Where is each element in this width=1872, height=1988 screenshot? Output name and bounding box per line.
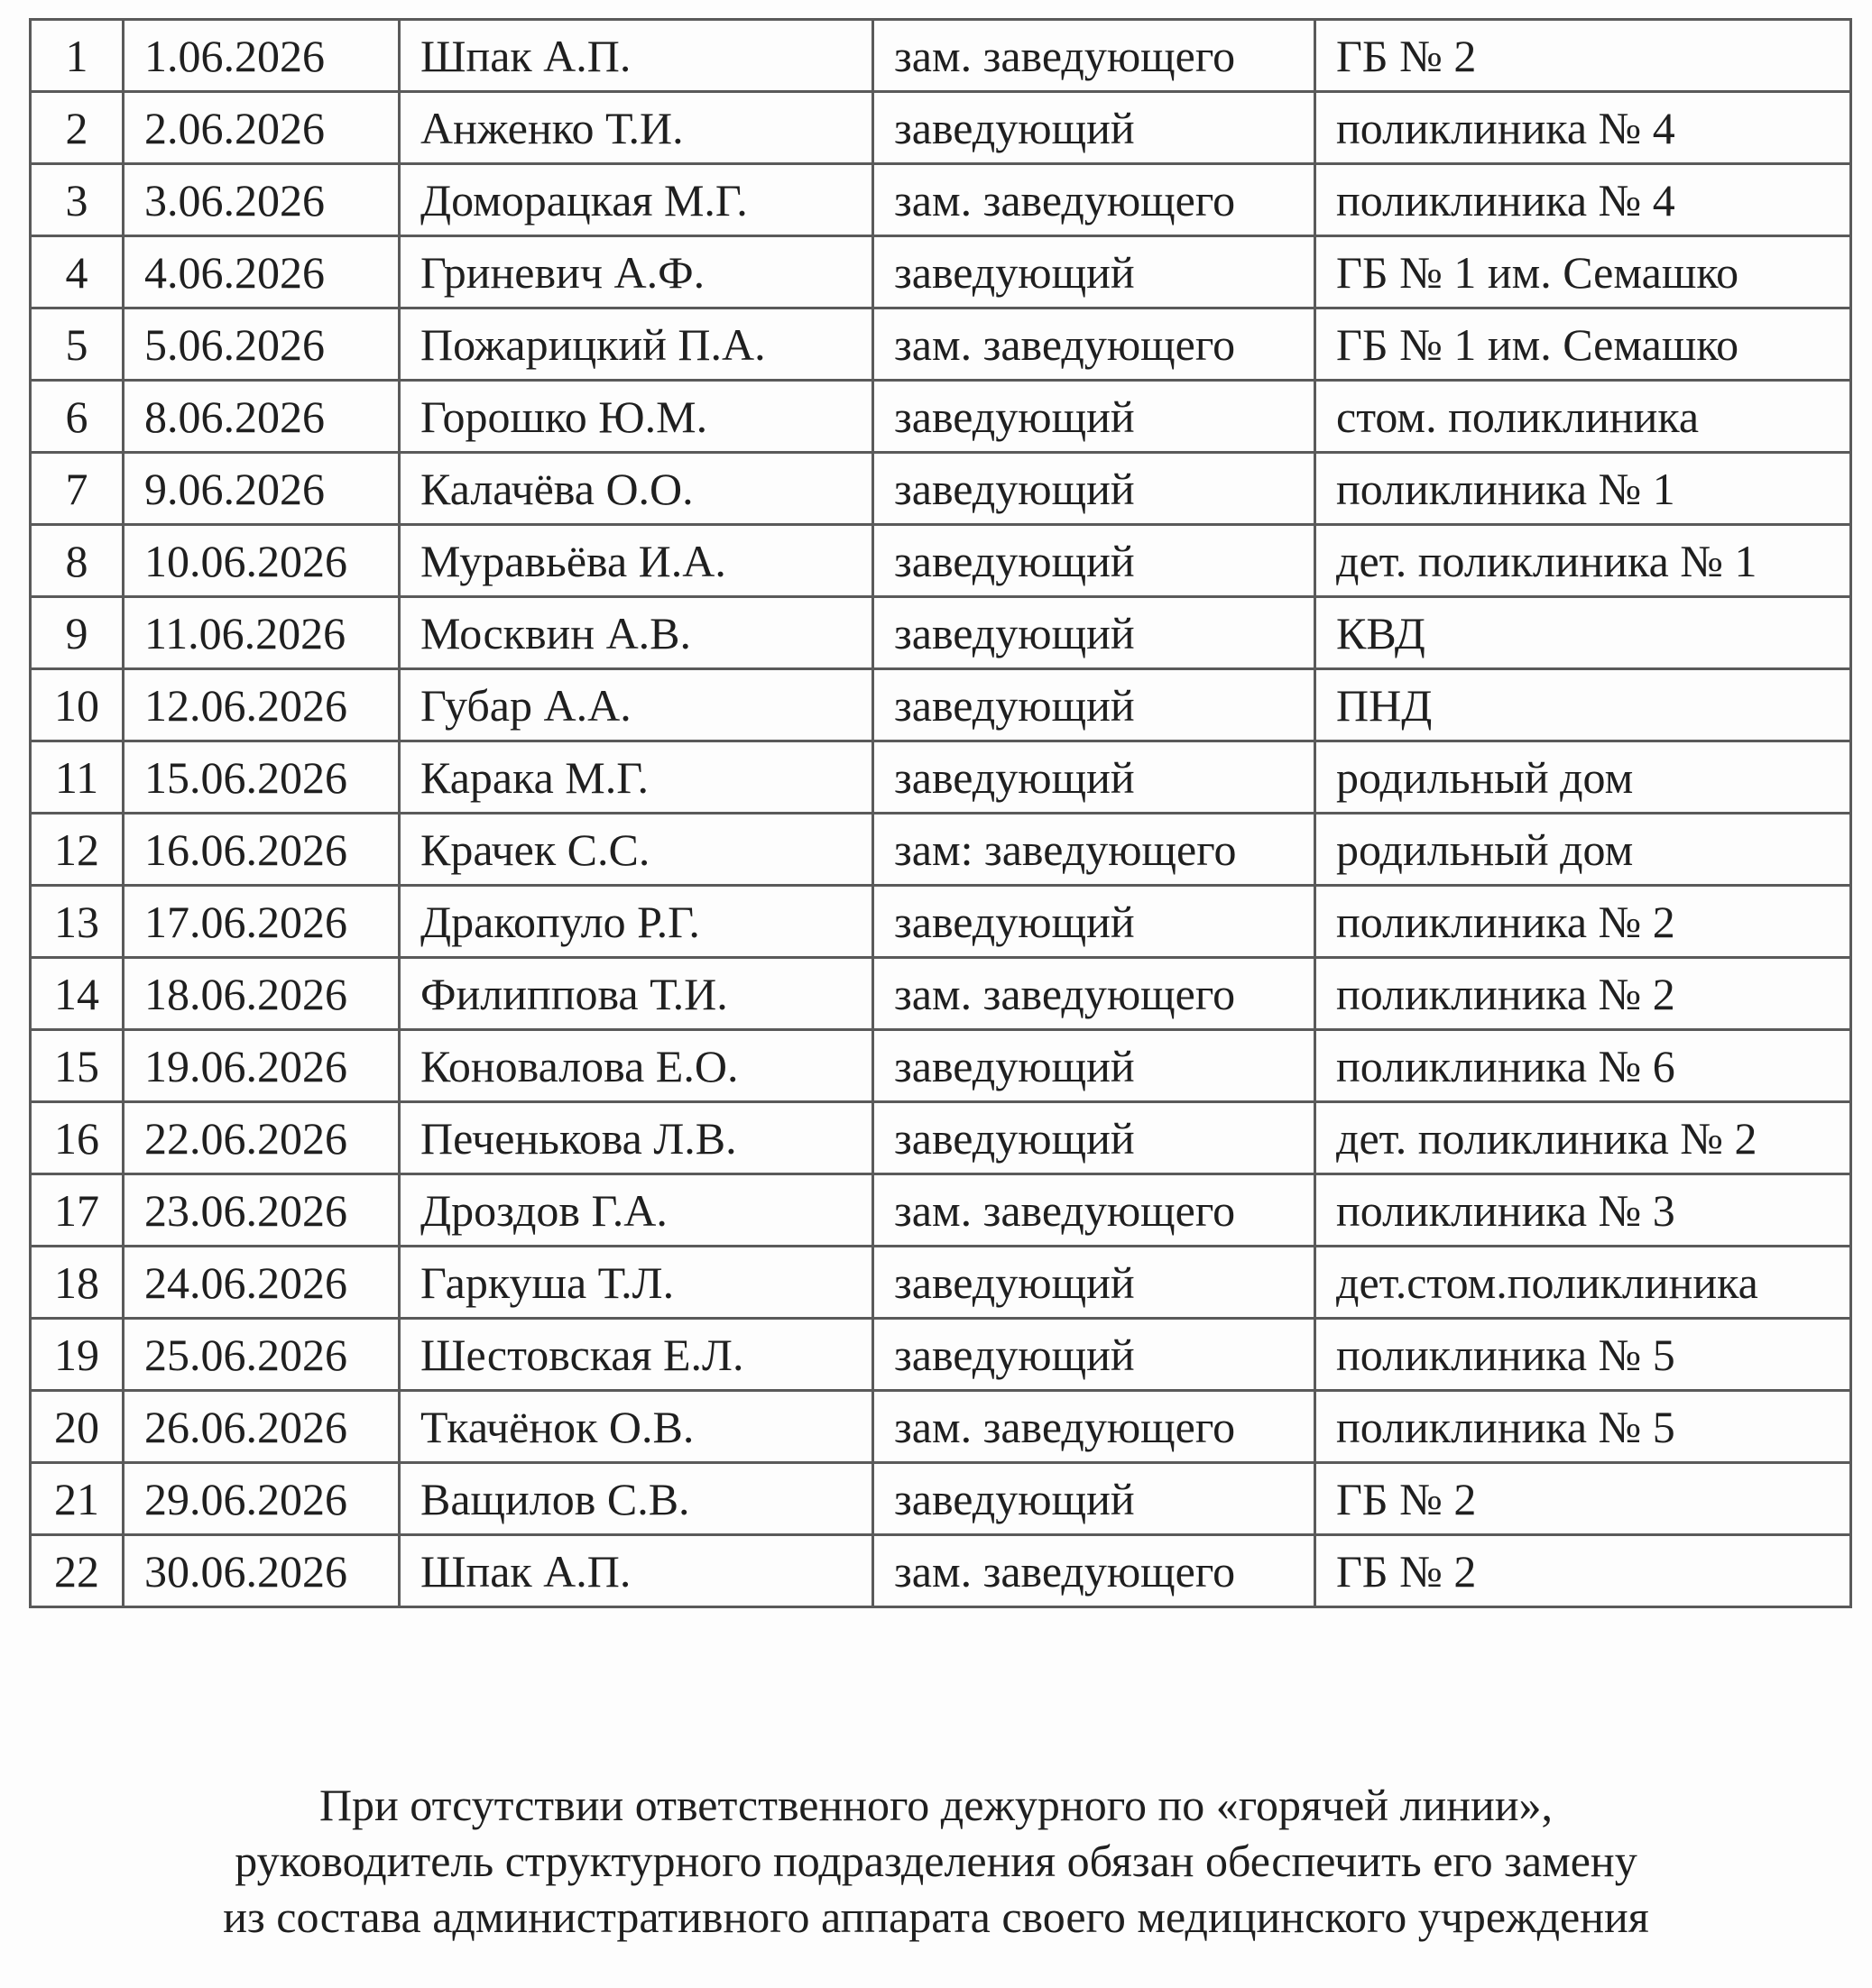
person-position: заведующий (873, 92, 1315, 164)
row-number: 15 (31, 1030, 124, 1102)
person-name: Шестовская Е.Л. (400, 1319, 873, 1391)
person-position: заведующий (873, 1102, 1315, 1174)
duty-date: 15.06.2026 (124, 741, 400, 814)
person-position: зам. заведующего (873, 1174, 1315, 1247)
person-name: Муравьёва И.А. (400, 525, 873, 597)
row-number: 12 (31, 814, 124, 886)
person-name: Губар А.А. (400, 669, 873, 741)
row-number: 3 (31, 164, 124, 236)
substitution-note (0, 1777, 1872, 1945)
institution-name: поликлиника № 2 (1315, 886, 1851, 958)
institution-name: дет. поликлиника № 1 (1315, 525, 1851, 597)
institution-name: дет. поликлиника № 2 (1315, 1102, 1851, 1174)
institution-name: поликлиника № 3 (1315, 1174, 1851, 1247)
institution-name: поликлиника № 4 (1315, 164, 1851, 236)
person-name: Коновалова Е.О. (400, 1030, 873, 1102)
duty-date: 22.06.2026 (124, 1102, 400, 1174)
person-position: зам. заведующего (873, 164, 1315, 236)
table-row (31, 597, 1851, 669)
table-row (31, 1535, 1851, 1607)
table-row (31, 453, 1851, 525)
person-name: Дроздов Г.А. (400, 1174, 873, 1247)
person-name: Шпак А.П. (400, 20, 873, 92)
institution-name: КВД (1315, 597, 1851, 669)
table-row (31, 814, 1851, 886)
person-name: Крачек С.С. (400, 814, 873, 886)
duty-date: 24.06.2026 (124, 1247, 400, 1319)
institution-name: ГБ № 2 (1315, 20, 1851, 92)
table-row (31, 669, 1851, 741)
table-row (31, 1319, 1851, 1391)
row-number: 22 (31, 1535, 124, 1607)
duty-date: 10.06.2026 (124, 525, 400, 597)
table-row (31, 1391, 1851, 1463)
row-number: 17 (31, 1174, 124, 1247)
person-position: заведующий (873, 741, 1315, 814)
person-name: Москвин А.В. (400, 597, 873, 669)
person-name: Калачёва О.О. (400, 453, 873, 525)
duty-date: 26.06.2026 (124, 1391, 400, 1463)
duty-date: 8.06.2026 (124, 381, 400, 453)
person-name: Гаркуша Т.Л. (400, 1247, 873, 1319)
row-number: 7 (31, 453, 124, 525)
duty-date: 4.06.2026 (124, 236, 400, 308)
table-row (31, 236, 1851, 308)
duty-date: 11.06.2026 (124, 597, 400, 669)
table-row (31, 741, 1851, 814)
table-row (31, 958, 1851, 1030)
institution-name: поликлиника № 5 (1315, 1391, 1851, 1463)
institution-name: стом. поликлиника (1315, 381, 1851, 453)
table-row (31, 1030, 1851, 1102)
row-number: 1 (31, 20, 124, 92)
table-row (31, 1174, 1851, 1247)
row-number: 6 (31, 381, 124, 453)
row-number: 8 (31, 525, 124, 597)
institution-name: дет.стом.поликлиника (1315, 1247, 1851, 1319)
note-line-3: из состава административного аппарата своего медицинского учреждения (223, 1891, 1649, 1942)
table-row (31, 381, 1851, 453)
row-number: 5 (31, 308, 124, 381)
institution-name: поликлиника № 4 (1315, 92, 1851, 164)
row-number: 13 (31, 886, 124, 958)
duty-date: 16.06.2026 (124, 814, 400, 886)
person-position: зам. заведующего (873, 20, 1315, 92)
table-row (31, 1102, 1851, 1174)
person-position: заведующий (873, 236, 1315, 308)
institution-name: поликлиника № 2 (1315, 958, 1851, 1030)
table-row (31, 886, 1851, 958)
note-line-2: руководитель структурного подразделения обязан обеспечить его замену (235, 1836, 1637, 1886)
person-position: зам. заведующего (873, 308, 1315, 381)
person-position: заведующий (873, 886, 1315, 958)
person-position: зам. заведующего (873, 958, 1315, 1030)
person-name: Печенькова Л.В. (400, 1102, 873, 1174)
institution-name: поликлиника № 1 (1315, 453, 1851, 525)
duty-date: 12.06.2026 (124, 669, 400, 741)
duty-date: 17.06.2026 (124, 886, 400, 958)
duty-date: 23.06.2026 (124, 1174, 400, 1247)
duty-date: 9.06.2026 (124, 453, 400, 525)
row-number: 19 (31, 1319, 124, 1391)
row-number: 20 (31, 1391, 124, 1463)
institution-name: ГБ № 2 (1315, 1463, 1851, 1535)
person-position: зам. заведующего (873, 1391, 1315, 1463)
table-row (31, 20, 1851, 92)
institution-name: родильный дом (1315, 741, 1851, 814)
institution-name: родильный дом (1315, 814, 1851, 886)
duty-date: 19.06.2026 (124, 1030, 400, 1102)
person-position: заведующий (873, 453, 1315, 525)
institution-name: ГБ № 2 (1315, 1535, 1851, 1607)
table-row (31, 164, 1851, 236)
person-name: Шпак А.П. (400, 1535, 873, 1607)
duty-schedule-body (31, 20, 1851, 1607)
table-row (31, 308, 1851, 381)
person-position: заведующий (873, 597, 1315, 669)
duty-date: 3.06.2026 (124, 164, 400, 236)
row-number: 11 (31, 741, 124, 814)
person-name: Гриневич А.Ф. (400, 236, 873, 308)
row-number: 9 (31, 597, 124, 669)
institution-name: ГБ № 1 им. Семашко (1315, 308, 1851, 381)
person-name: Пожарицкий П.А. (400, 308, 873, 381)
person-position: заведующий (873, 1030, 1315, 1102)
person-position: заведующий (873, 1463, 1315, 1535)
person-name: Филиппова Т.И. (400, 958, 873, 1030)
institution-name: поликлиника № 6 (1315, 1030, 1851, 1102)
duty-date: 2.06.2026 (124, 92, 400, 164)
table-row (31, 525, 1851, 597)
person-position: заведующий (873, 1319, 1315, 1391)
person-name: Доморацкая М.Г. (400, 164, 873, 236)
duty-date: 18.06.2026 (124, 958, 400, 1030)
person-name: Дракопуло Р.Г. (400, 886, 873, 958)
duty-date: 5.06.2026 (124, 308, 400, 381)
institution-name: поликлиника № 5 (1315, 1319, 1851, 1391)
person-name: Горошко Ю.М. (400, 381, 873, 453)
table-row (31, 92, 1851, 164)
row-number: 4 (31, 236, 124, 308)
duty-date: 30.06.2026 (124, 1535, 400, 1607)
person-position: заведующий (873, 381, 1315, 453)
row-number: 21 (31, 1463, 124, 1535)
duty-date: 29.06.2026 (124, 1463, 400, 1535)
duty-date: 1.06.2026 (124, 20, 400, 92)
institution-name: ГБ № 1 им. Семашко (1315, 236, 1851, 308)
person-position: заведующий (873, 1247, 1315, 1319)
row-number: 18 (31, 1247, 124, 1319)
row-number: 14 (31, 958, 124, 1030)
note-line-1: При отсутствии ответственного дежурного по «горячей линии», (318, 1780, 1554, 1830)
duty-date: 25.06.2026 (124, 1319, 400, 1391)
table-row (31, 1463, 1851, 1535)
person-position: зам: заведующего (873, 814, 1315, 886)
table-row (31, 1247, 1851, 1319)
row-number: 10 (31, 669, 124, 741)
institution-name: ПНД (1315, 669, 1851, 741)
row-number: 16 (31, 1102, 124, 1174)
person-name: Ткачёнок О.В. (400, 1391, 873, 1463)
person-name: Ващилов С.В. (400, 1463, 873, 1535)
person-name: Карака М.Г. (400, 741, 873, 814)
person-position: заведующий (873, 669, 1315, 741)
person-name: Анженко Т.И. (400, 92, 873, 164)
person-position: зам. заведующего (873, 1535, 1315, 1607)
person-position: заведующий (873, 525, 1315, 597)
duty-schedule-table (29, 18, 1852, 1608)
row-number: 2 (31, 92, 124, 164)
